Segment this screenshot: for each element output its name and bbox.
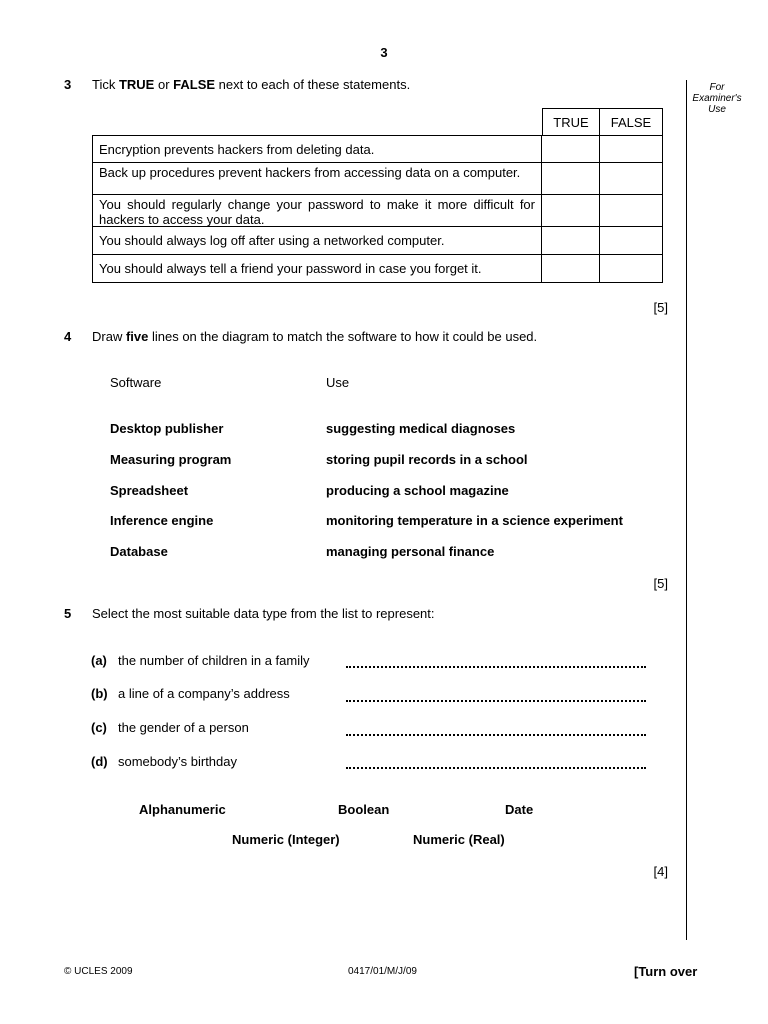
software-heading: Software: [110, 375, 162, 390]
data-type-option: Numeric (Integer): [232, 832, 340, 847]
use-heading: Use: [326, 375, 350, 390]
true-tick-box[interactable]: [541, 135, 600, 163]
answer-line-b[interactable]: [346, 700, 646, 702]
software-item: Measuring program: [110, 452, 232, 467]
answer-line-a[interactable]: [346, 666, 646, 668]
software-item: Desktop publisher: [110, 421, 224, 436]
data-type-option: Boolean: [338, 802, 390, 817]
turn-over: [Turn over: [634, 964, 698, 979]
use-item: storing pupil records in a school: [326, 452, 528, 467]
part-d-label: (d): [91, 754, 108, 769]
software-item: Database: [110, 544, 168, 559]
part-b-label: (b): [91, 686, 108, 701]
table-row: [92, 135, 663, 163]
use-item: managing personal finance: [326, 544, 495, 559]
examiner-margin-rule: [686, 80, 687, 940]
part-b-text: a line of a company’s address: [118, 686, 290, 701]
question-3-number: 3: [64, 77, 72, 92]
question-4-text: Draw five lines on the diagram to match the software to how it could be used.: [92, 329, 538, 344]
false-tick-box[interactable]: [599, 226, 663, 255]
statement-cell: Back up procedures prevent hackers from accessing data on a computer.: [92, 162, 542, 195]
statement-cell: Encryption prevents hackers from deleting data.: [92, 135, 542, 163]
table-row: [92, 254, 663, 283]
part-d-text: somebody’s birthday: [118, 754, 237, 769]
part-a-label: (a): [91, 653, 107, 668]
data-type-option: Date: [505, 802, 534, 817]
use-item: producing a school magazine: [326, 483, 509, 498]
use-item: suggesting medical diagnoses: [326, 421, 516, 436]
table-row: [92, 162, 663, 195]
question-5-number: 5: [64, 606, 72, 621]
use-item: monitoring temperature in a science experiment: [326, 513, 623, 528]
statement-cell: You should always tell a friend your password in case you forget it.: [92, 254, 542, 283]
false-tick-box[interactable]: [599, 162, 663, 195]
data-type-option: Numeric (Real): [413, 832, 505, 847]
question-3-marks: [5]: [653, 300, 668, 315]
software-item: Inference engine: [110, 513, 214, 528]
examiner-use-note: For Examiner's Use: [692, 82, 742, 115]
question-5-text: Select the most suitable data type from the list to represent:: [92, 606, 435, 621]
question-5-marks: [4]: [653, 864, 668, 879]
true-tick-box[interactable]: [541, 254, 600, 283]
question-4-marks: [5]: [653, 576, 668, 591]
part-c-label: (c): [91, 720, 107, 735]
false-column-header: FALSE: [599, 108, 663, 136]
table-row: [92, 194, 663, 227]
statement-cell: You should always log off after using a networked computer.: [92, 226, 542, 255]
true-tick-box[interactable]: [541, 194, 600, 227]
false-tick-box[interactable]: [599, 194, 663, 227]
true-tick-box[interactable]: [541, 226, 600, 255]
answer-line-d[interactable]: [346, 767, 646, 769]
table-row: [92, 226, 663, 255]
answer-line-c[interactable]: [346, 734, 646, 736]
copyright: © UCLES 2009: [64, 966, 133, 977]
question-3-text: Tick TRUE or FALSE next to each of these statements.: [92, 77, 411, 92]
false-tick-box[interactable]: [599, 254, 663, 283]
question-4-number: 4: [64, 329, 72, 344]
statement-cell: You should regularly change your password to make it more difficult for hackers to access your data.: [92, 194, 542, 227]
false-tick-box[interactable]: [599, 135, 663, 163]
true-column-header: TRUE: [542, 108, 600, 136]
software-item: Spreadsheet: [110, 483, 189, 498]
data-type-option: Alphanumeric: [139, 802, 226, 817]
paper-code: 0417/01/M/J/09: [348, 966, 417, 977]
part-c-text: the gender of a person: [118, 720, 249, 735]
true-tick-box[interactable]: [541, 162, 600, 195]
true-false-table: [92, 108, 663, 283]
part-a-text: the number of children in a family: [118, 653, 310, 668]
page-number: 3: [380, 45, 388, 60]
